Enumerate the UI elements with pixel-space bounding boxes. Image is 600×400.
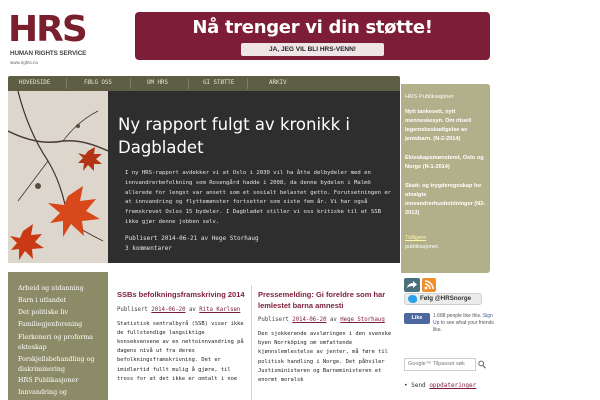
- published-label: Publisert: [258, 317, 289, 323]
- facebook-like-suffix: to see what your friends like.: [433, 320, 494, 333]
- publications-title: HRS Publikasjoner: [405, 94, 454, 100]
- featured-article: [8, 91, 400, 263]
- become-friend-button[interactable]: JA, JEG VIL BLI HRS-VENN!: [241, 43, 384, 56]
- article-excerpt: Statistisk sentralbyrå (SSB) viser ikke de fullstendige langsiktige konsekvensene av en nettoinnvandring på dagens nivå ut fra deres befolkningsframskrivning. Det er imidlertid fullt mulig å gjøre, til tross for at det ikke er omtalt i noe: [117, 320, 244, 382]
- publication-link[interactable]: Skatt- og trygderegnskap for utvalgte innvandrerhusholdninger (N2-2013): [405, 183, 486, 216]
- article-title[interactable]: SSBs befolkningsframskriving 2014: [117, 290, 245, 299]
- facebook-like-button[interactable]: Like: [404, 313, 430, 324]
- share-arrow-icon: [406, 280, 418, 290]
- article-meta: [258, 317, 394, 323]
- logo-url: www.rights.no: [10, 60, 39, 65]
- by-label: av: [188, 306, 196, 313]
- rss-feed-icon[interactable]: [422, 278, 436, 292]
- by-label: av: [329, 317, 337, 323]
- featured-article-meta: [125, 234, 393, 254]
- earlier-publications-text: publikasjoner.: [405, 244, 440, 250]
- facebook-signup-link[interactable]: Sign Up: [433, 313, 493, 326]
- column-divider: [251, 285, 252, 400]
- updates-prefix: • Send: [404, 382, 426, 389]
- updates-link[interactable]: oppdateringer: [429, 382, 477, 389]
- article-excerpt: Den sjokkerende avsløringen i den svenske byen Norrköping om omfattende kjønnslemlestelse av jenter, må føre til politisk handling i Norge. Det påhviler Justisministeren og Barneministeren et enormt moralsk: [258, 331, 392, 384]
- search-icon[interactable]: [478, 360, 486, 369]
- category-item[interactable]: Innvandring og: [18, 389, 67, 396]
- updates-signup: [404, 382, 476, 389]
- twitter-follow-button[interactable]: [404, 293, 482, 305]
- donate-banner[interactable]: [135, 12, 490, 60]
- article-teaser: [117, 290, 247, 384]
- author-link[interactable]: Hege Storhaug: [340, 317, 385, 323]
- earlier-publications: [405, 234, 487, 252]
- article-date-link[interactable]: 2014-06-20: [292, 317, 327, 323]
- featured-article-published: Publisert 2014-06-21 av Hege Storhaug: [125, 235, 259, 242]
- nav-item-follow[interactable]: FØLG OSS: [84, 80, 112, 86]
- nav-item-about[interactable]: OM HRS: [147, 80, 168, 86]
- logo-mark: HRS: [8, 9, 86, 50]
- rss-icon: [422, 278, 436, 292]
- publication-link[interactable]: Nytt tankesett, nytt menneskesyn. Om rituell legemsbeskadigelse av jentebarn. (N-2-2014): [405, 109, 472, 142]
- nav-divider: [130, 78, 131, 89]
- featured-article-title[interactable]: Ny rapport fulgt av kronikk i Dagbladet: [118, 115, 350, 157]
- main-nav: [8, 76, 400, 91]
- donate-title: Nå trenger vi din støtte!: [192, 17, 433, 38]
- facebook-like-count: 1.688 people like this.: [433, 313, 482, 319]
- nav-item-support[interactable]: GI STØTTE: [203, 80, 235, 86]
- twitter-bird-icon: [408, 295, 417, 303]
- publications-panel: [401, 84, 490, 273]
- earlier-publications-link[interactable]: Tidligere: [405, 235, 427, 241]
- featured-article-comments[interactable]: 3 kommentarer: [125, 245, 172, 252]
- twitter-follow-label: Følg @HRSnorge: [420, 295, 472, 302]
- logo-name: HUMAN RIGHTS SERVICE: [10, 50, 87, 57]
- article-meta: [117, 307, 247, 313]
- nav-item-home[interactable]: HOVEDSIDE: [19, 80, 51, 86]
- category-sidebar: [8, 272, 108, 400]
- nav-divider: [188, 78, 189, 89]
- nav-item-archive[interactable]: ARKIV: [269, 80, 287, 86]
- published-label: Publisert: [117, 306, 148, 313]
- share-icon[interactable]: [404, 278, 420, 292]
- hero-image: [8, 91, 108, 263]
- article-title[interactable]: Pressemelding: Gi foreldre som har lemlestet barna amnesti: [258, 290, 386, 310]
- article-teaser: [258, 290, 394, 385]
- autumn-leaves-illustration: [8, 91, 108, 263]
- category-item[interactable]: HRS Publikasjoner: [18, 377, 79, 384]
- publication-link[interactable]: Ekteskapsmønsteret, Oslo og Norge (N-1-2014): [405, 155, 484, 170]
- category-item[interactable]: Forskjellsbehandling og diskriminering: [18, 356, 95, 373]
- category-item[interactable]: Barn i utlandet: [18, 297, 67, 304]
- category-item[interactable]: Familiegjenforening: [18, 321, 83, 328]
- featured-article-excerpt: I ny HRS-rapport avdekker vi at Oslo i 2030 vil ha åtte delbydeler med en innvandrerbefolkning som Rosengård hadde i 2008, da denne bydelen i Malmö allerede for lengst var ansett som et sosialt belastet getto. Forutsetningen er at innvandring og flyttemønster fortsetter som siste fem år. Vi har også fremskrevet Oslos 15 bydeler. I Dagbladet stiller vi oss kritiske til at SSB ikke gjør denne jobben selv.: [125, 170, 392, 225]
- author-link[interactable]: Rita Karlsen: [199, 306, 241, 313]
- article-date-link[interactable]: 2014-06-20: [151, 306, 186, 313]
- category-item[interactable]: Flerkoneri og proforma ekteskap: [18, 334, 94, 351]
- facebook-like-text: [433, 313, 495, 334]
- nav-divider: [66, 78, 67, 89]
- nav-divider: [247, 78, 248, 89]
- category-item[interactable]: Det politiske liv: [18, 309, 69, 316]
- site-search-input[interactable]: Google™ Tilpasset søk: [404, 358, 476, 371]
- category-item[interactable]: Arbeid og utdanning: [18, 285, 84, 292]
- site-logo[interactable]: [8, 10, 108, 72]
